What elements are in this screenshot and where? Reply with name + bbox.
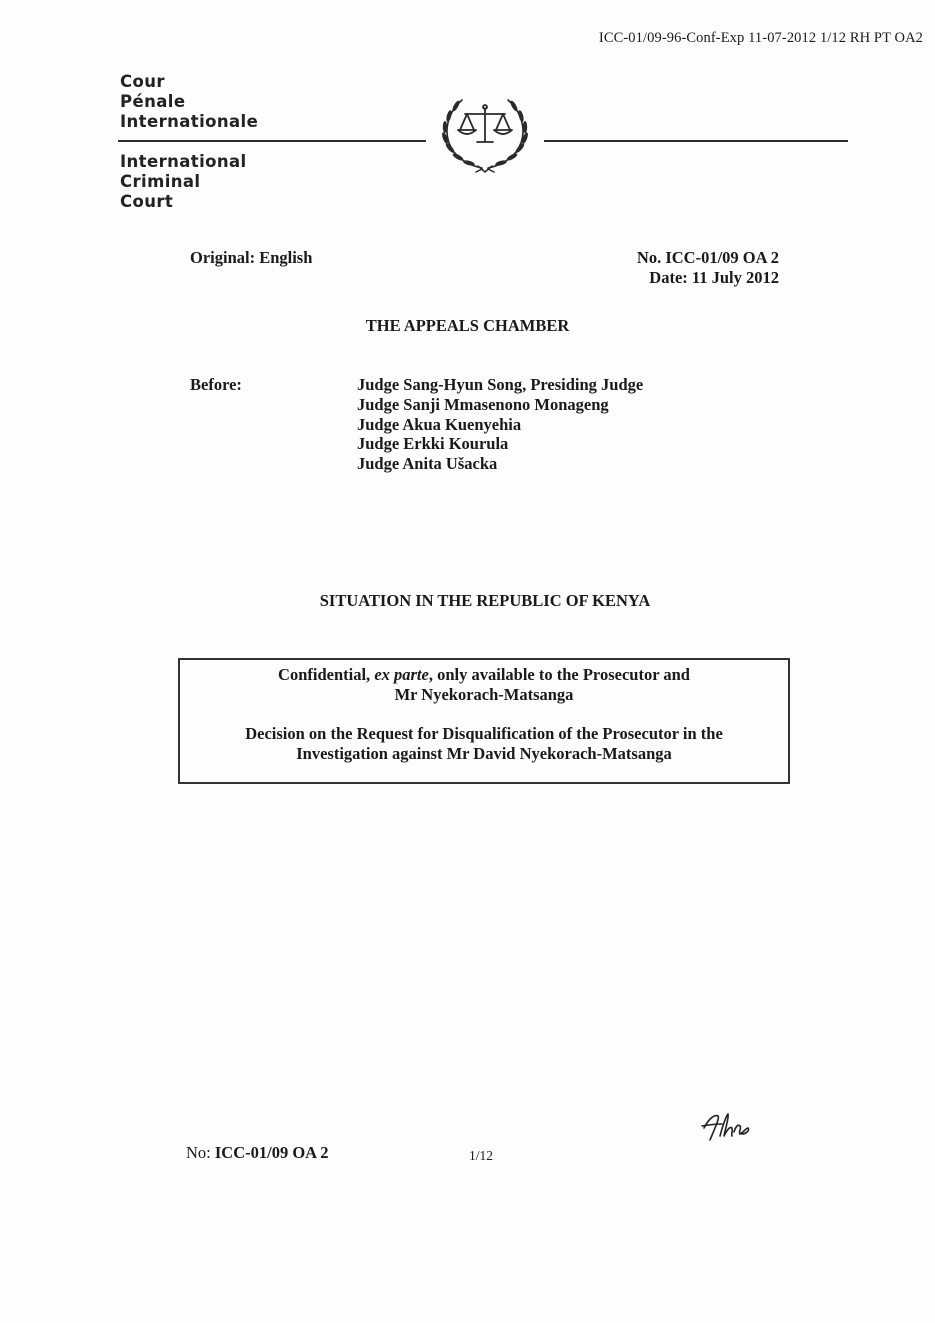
- judge-name: Judge Sanji Mmasenono Monageng: [357, 394, 609, 414]
- court-name-line: International: [120, 152, 247, 171]
- situation-title: SITUATION IN THE REPUBLIC OF KENYA: [319, 591, 651, 610]
- footer-no-label: No:: [186, 1143, 215, 1162]
- decision-title: [180, 724, 788, 764]
- classification-rest: , only available to the Prosecutor and: [428, 665, 690, 684]
- footer-page-number: 1/12: [469, 1148, 494, 1163]
- judge-name: Judge Erkki Kourula: [357, 434, 509, 454]
- chamber-title: THE APPEALS CHAMBER: [365, 316, 570, 335]
- judge-name: Judge Sang-Hyun Song, Presiding Judge: [357, 375, 644, 394]
- classification-prefix: Confidential,: [278, 665, 375, 684]
- judge-name: Judge Akua Kuenyehia: [357, 414, 522, 434]
- classification-italic: ex parte: [374, 665, 429, 684]
- footer-no-value: ICC-01/09 OA 2: [214, 1143, 329, 1162]
- judge-name: Judge Anita Ušacka: [357, 454, 498, 474]
- scales-laurel-icon: [432, 86, 538, 178]
- court-name-line: Internationale: [120, 112, 259, 131]
- court-name-french: [120, 72, 258, 132]
- handwritten-initials-icon: [698, 1106, 754, 1146]
- letterhead-rule-left: [118, 140, 426, 142]
- court-name-line: Pénale: [120, 92, 186, 111]
- classification-box: [178, 658, 790, 784]
- footer-case-number: [186, 1143, 329, 1163]
- court-name-english: [120, 152, 247, 212]
- court-name-line: Cour: [120, 72, 165, 91]
- decision-title-line: Investigation against Mr David Nyekorach-Matsanga: [296, 744, 672, 763]
- case-number: No. ICC-01/09 OA 2: [636, 248, 779, 267]
- court-name-line: Criminal: [120, 172, 201, 191]
- original-language: Original: English: [190, 248, 313, 267]
- decision-title-line: Decision on the Request for Disqualification of the Prosecutor in the: [245, 724, 723, 743]
- before-label: Before:: [190, 375, 242, 394]
- court-name-line: Court: [120, 192, 174, 211]
- judges-list: [357, 375, 643, 474]
- classification-text: [180, 665, 788, 705]
- document-date: Date: 11 July 2012: [649, 268, 779, 287]
- letterhead-rule-right: [544, 140, 848, 142]
- classification-line2: Mr Nyekorach-Matsanga: [394, 685, 574, 704]
- registry-stamp: ICC-01/09-96-Conf-Exp 11-07-2012 1/12 RH PT OA2: [598, 30, 923, 46]
